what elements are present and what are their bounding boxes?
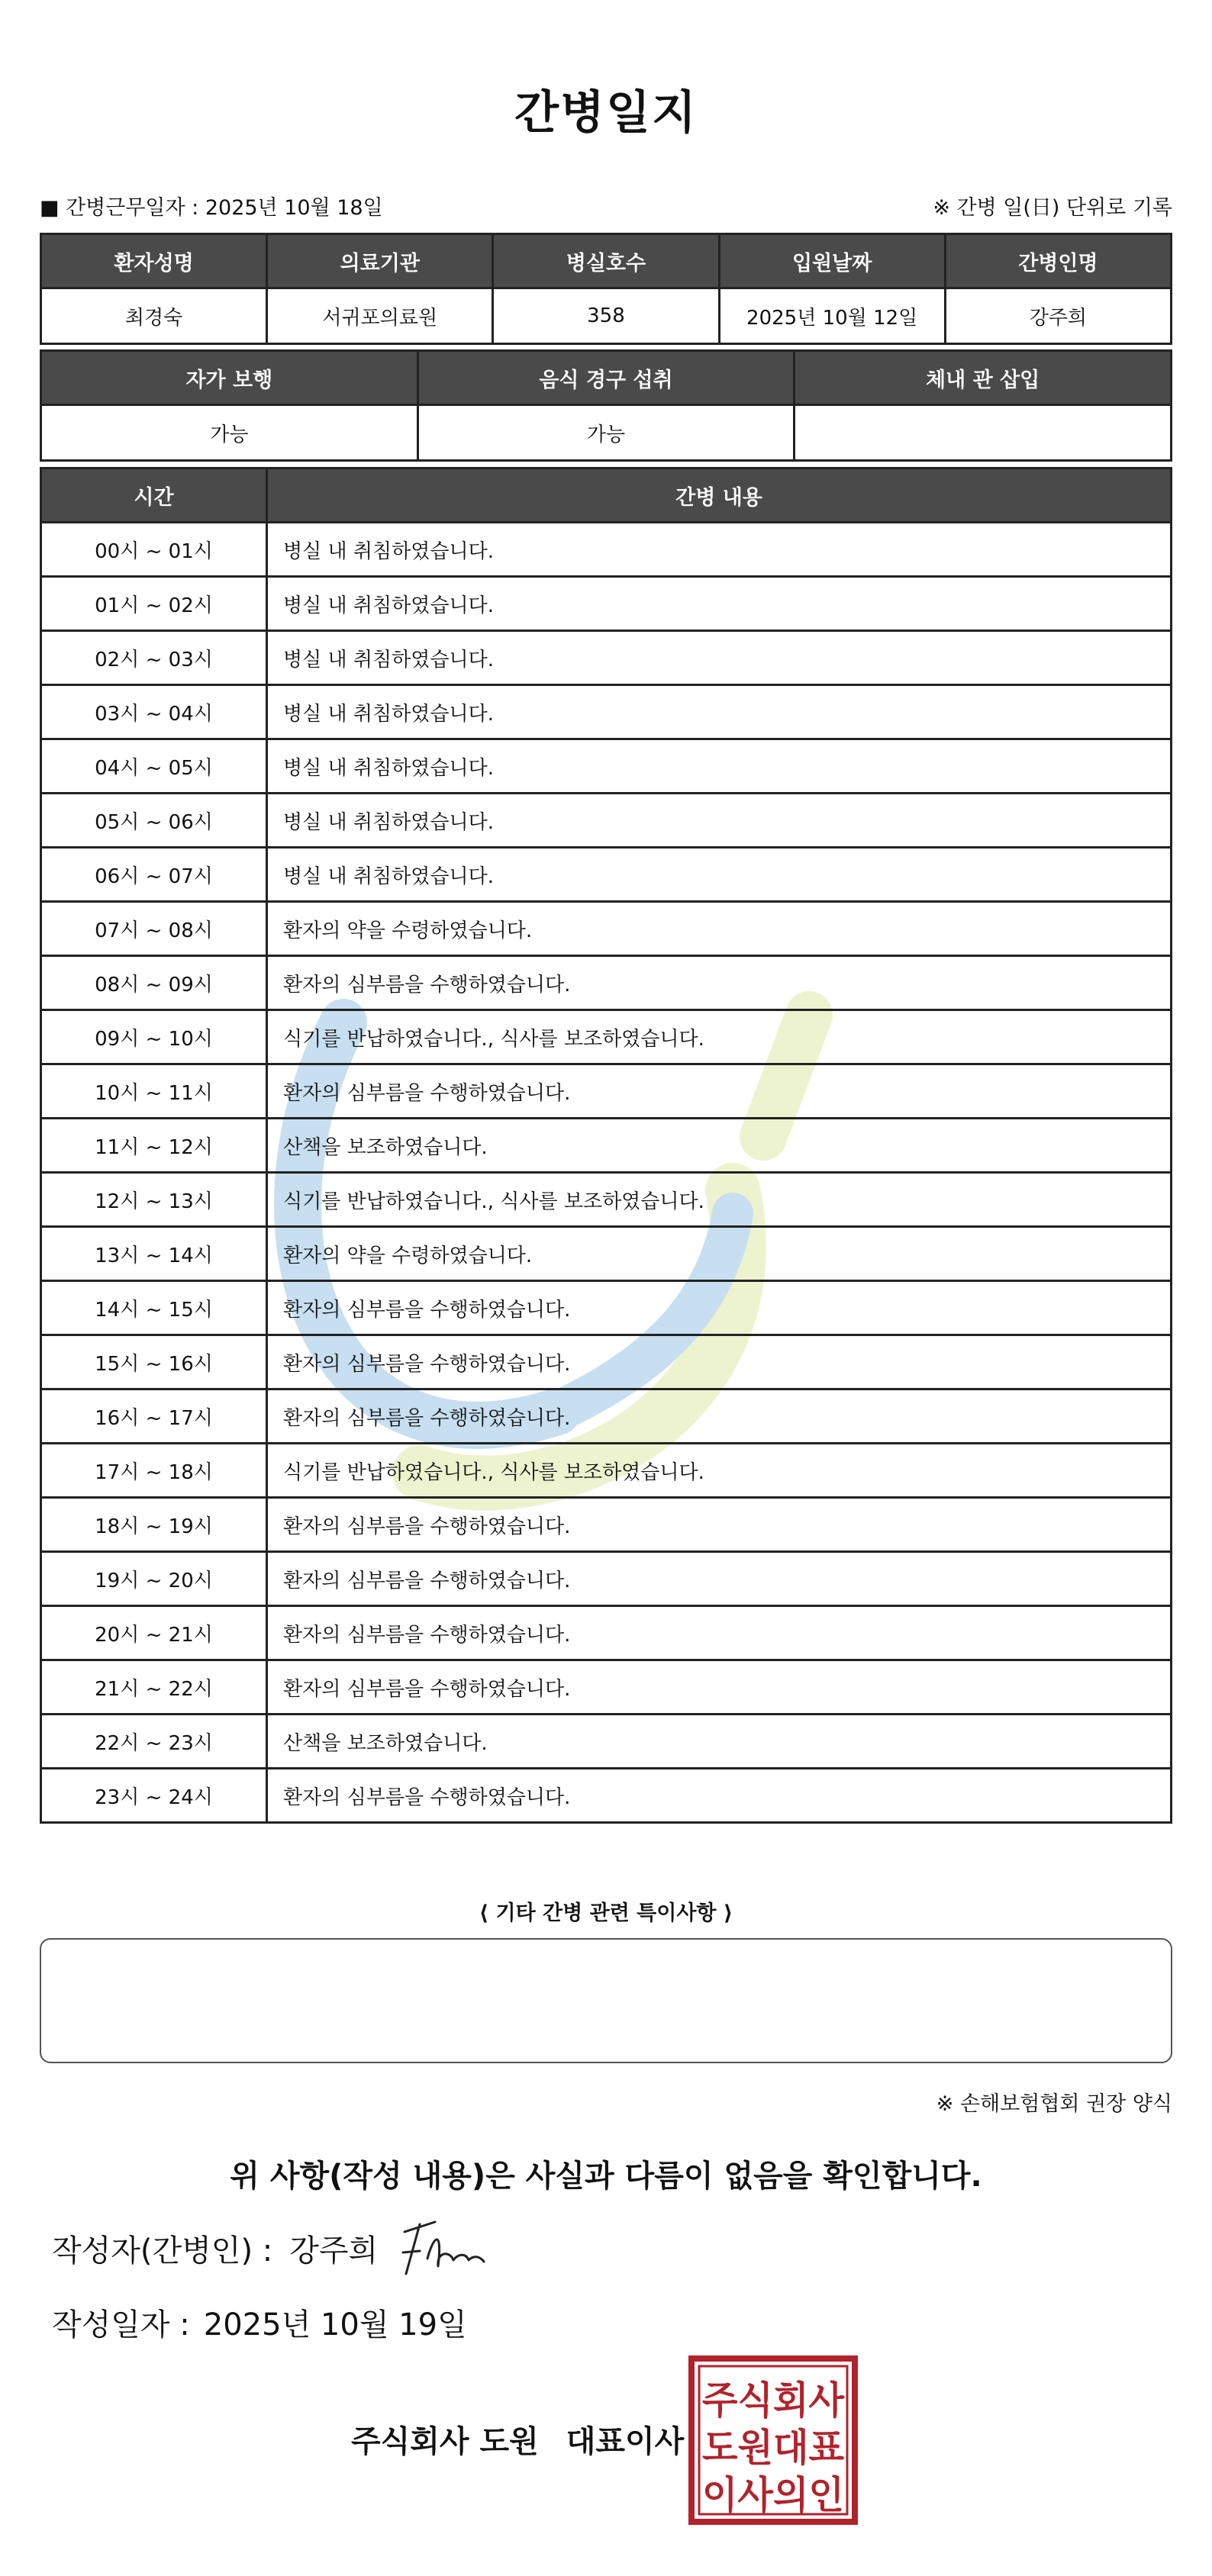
- table-row: [41, 685, 1172, 739]
- log-time-cell: 23시 ~ 24시: [41, 1769, 267, 1823]
- log-time-cell: 05시 ~ 06시: [41, 794, 267, 848]
- company-line: [351, 2417, 684, 2461]
- header-room-number: 병실호수: [493, 234, 719, 288]
- log-content-cell: 산책을 보조하였습니다.: [267, 1715, 1172, 1769]
- header-care-content: 간병 내용: [267, 469, 1172, 523]
- log-time-cell: 09시 ~ 10시: [41, 1010, 267, 1064]
- company-name: 주식회사 도원: [351, 2424, 539, 2459]
- header-hospital: 의료기관: [267, 234, 493, 288]
- table-row: [41, 1444, 1172, 1498]
- table-row: [41, 1010, 1172, 1064]
- log-time-cell: 19시 ~ 20시: [41, 1552, 267, 1606]
- log-content-cell: 병실 내 취침하였습니다.: [267, 739, 1172, 794]
- table-row: [41, 1769, 1172, 1823]
- log-content-cell: 병실 내 취침하였습니다.: [267, 631, 1172, 685]
- date-label: 작성일자 :: [52, 2307, 190, 2343]
- patient-ability-table: [40, 349, 1172, 462]
- table-row: [41, 739, 1172, 794]
- log-content-cell: 병실 내 취침하였습니다.: [267, 577, 1172, 631]
- table-row: [41, 1227, 1172, 1281]
- log-time-cell: 01시 ~ 02시: [41, 577, 267, 631]
- table-row: [41, 288, 1172, 344]
- log-time-cell: 17시 ~ 18시: [41, 1444, 267, 1498]
- writer-name: 강주희: [289, 2233, 379, 2268]
- log-content-cell: 병실 내 취침하였습니다.: [267, 685, 1172, 739]
- table-row: [41, 1064, 1172, 1119]
- log-time-cell: 15시 ~ 16시: [41, 1335, 267, 1389]
- log-time-cell: 08시 ~ 09시: [41, 956, 267, 1010]
- log-time-cell: 18시 ~ 19시: [41, 1498, 267, 1552]
- table-row: [41, 631, 1172, 685]
- header-patient-name: 환자성명: [41, 234, 267, 288]
- log-time-cell: 03시 ~ 04시: [41, 685, 267, 739]
- hospital-value: 서귀포의료원: [267, 288, 493, 344]
- table-header-row: [41, 234, 1172, 288]
- log-content-cell: 환자의 심부름을 수행하였습니다.: [267, 1281, 1172, 1335]
- company-seal-icon: [687, 2354, 859, 2526]
- log-time-cell: 04시 ~ 05시: [41, 739, 267, 794]
- log-content-cell: 환자의 심부름을 수행하였습니다.: [267, 1660, 1172, 1715]
- svg-text:주식회사: 주식회사: [702, 2378, 845, 2423]
- table-row: [41, 1498, 1172, 1552]
- log-time-cell: 21시 ~ 22시: [41, 1660, 267, 1715]
- log-content-cell: 환자의 심부름을 수행하였습니다.: [267, 1498, 1172, 1552]
- log-time-cell: 06시 ~ 07시: [41, 848, 267, 902]
- table-row: [41, 1119, 1172, 1173]
- representative-title: 대표이사: [566, 2424, 685, 2459]
- log-time-cell: 00시 ~ 01시: [41, 523, 267, 577]
- writer-line: [52, 2227, 378, 2270]
- form-recommendation-note: ※ 손해보험협회 권장 양식: [936, 2092, 1172, 2116]
- table-row: [41, 1335, 1172, 1389]
- table-row: [41, 1606, 1172, 1660]
- log-content-cell: 병실 내 취침하였습니다.: [267, 848, 1172, 902]
- log-content-cell: 식기를 반납하였습니다., 식사를 보조하였습니다.: [267, 1444, 1172, 1498]
- header-self-walking: 자가 보행: [41, 351, 418, 405]
- table-row: [41, 577, 1172, 631]
- log-content-cell: 식기를 반납하였습니다., 식사를 보조하였습니다.: [267, 1010, 1172, 1064]
- patient-info-table: [40, 233, 1172, 345]
- page-title: 간병일지: [514, 86, 698, 140]
- writer-label: 작성자(간병인) :: [52, 2233, 273, 2268]
- record-unit-note: ※ 간병 일(日) 단위로 기록: [933, 196, 1172, 220]
- table-row: [41, 1281, 1172, 1335]
- log-content-cell: 환자의 심부름을 수행하였습니다.: [267, 1335, 1172, 1389]
- table-row: [41, 902, 1172, 956]
- log-content-cell: 환자의 심부름을 수행하였습니다.: [267, 1606, 1172, 1660]
- caregiver-name-value: 강주희: [945, 288, 1171, 344]
- written-date-line: [52, 2301, 467, 2344]
- table-row: [41, 1660, 1172, 1715]
- hourly-care-log-table: [40, 467, 1172, 1824]
- signature-icon: [389, 2213, 527, 2281]
- room-number-value: 358: [493, 288, 719, 344]
- svg-text:도원대표: 도원대표: [702, 2426, 845, 2470]
- table-header-row: [41, 469, 1172, 523]
- header-oral-intake: 음식 경구 섭취: [417, 351, 795, 405]
- log-content-cell: 환자의 심부름을 수행하였습니다.: [267, 1064, 1172, 1119]
- table-row: [41, 405, 1172, 461]
- log-content-cell: 환자의 심부름을 수행하였습니다.: [267, 1552, 1172, 1606]
- table-header-row: [41, 351, 1172, 405]
- oral-intake-value: 가능: [417, 405, 795, 461]
- log-content-cell: 병실 내 취침하였습니다.: [267, 794, 1172, 848]
- header-admission-date: 입원날짜: [719, 234, 945, 288]
- log-content-cell: 환자의 약을 수령하였습니다.: [267, 1227, 1172, 1281]
- table-row: [41, 794, 1172, 848]
- log-content-cell: 환자의 심부름을 수행하였습니다.: [267, 1389, 1172, 1444]
- log-time-cell: 12시 ~ 13시: [41, 1173, 267, 1227]
- header-time: 시간: [41, 469, 267, 523]
- table-row: [41, 523, 1172, 577]
- special-notes-title: ⟨ 기타 간병 관련 특이사항 ⟩: [479, 1901, 733, 1925]
- log-time-cell: 13시 ~ 14시: [41, 1227, 267, 1281]
- table-row: [41, 1552, 1172, 1606]
- table-row: [41, 1389, 1172, 1444]
- confirmation-statement: 위 사항(작성 내용)은 사실과 다름이 없음을 확인합니다.: [230, 2159, 982, 2194]
- header-tube-insertion: 체내 관 삽입: [795, 351, 1172, 405]
- log-time-cell: 14시 ~ 15시: [41, 1281, 267, 1335]
- log-time-cell: 07시 ~ 08시: [41, 902, 267, 956]
- log-content-cell: 환자의 심부름을 수행하였습니다.: [267, 1769, 1172, 1823]
- special-notes-box: [40, 1938, 1172, 2063]
- admission-date-value: 2025년 10월 12일: [719, 288, 945, 344]
- log-time-cell: 20시 ~ 21시: [41, 1606, 267, 1660]
- log-body: [41, 523, 1172, 1823]
- table-row: [41, 1715, 1172, 1769]
- log-content-cell: 환자의 약을 수령하였습니다.: [267, 902, 1172, 956]
- log-time-cell: 10시 ~ 11시: [41, 1064, 267, 1119]
- log-time-cell: 11시 ~ 12시: [41, 1119, 267, 1173]
- work-date-label: ■ 간병근무일자 : 2025년 10월 18일: [40, 196, 383, 220]
- log-content-cell: 식기를 반납하였습니다., 식사를 보조하였습니다.: [267, 1173, 1172, 1227]
- svg-text:이사의인: 이사의인: [702, 2473, 844, 2517]
- log-time-cell: 22시 ~ 23시: [41, 1715, 267, 1769]
- self-walking-value: 가능: [41, 405, 418, 461]
- table-row: [41, 956, 1172, 1010]
- header-caregiver-name: 간병인명: [945, 234, 1171, 288]
- log-content-cell: 환자의 심부름을 수행하였습니다.: [267, 956, 1172, 1010]
- date-value: 2025년 10월 19일: [203, 2307, 467, 2343]
- log-time-cell: 02시 ~ 03시: [41, 631, 267, 685]
- table-row: [41, 1173, 1172, 1227]
- tube-insertion-value: [795, 405, 1172, 461]
- patient-name-value: 최경숙: [41, 288, 267, 344]
- log-content-cell: 병실 내 취침하였습니다.: [267, 523, 1172, 577]
- table-row: [41, 848, 1172, 902]
- log-content-cell: 산책을 보조하였습니다.: [267, 1119, 1172, 1173]
- log-time-cell: 16시 ~ 17시: [41, 1389, 267, 1444]
